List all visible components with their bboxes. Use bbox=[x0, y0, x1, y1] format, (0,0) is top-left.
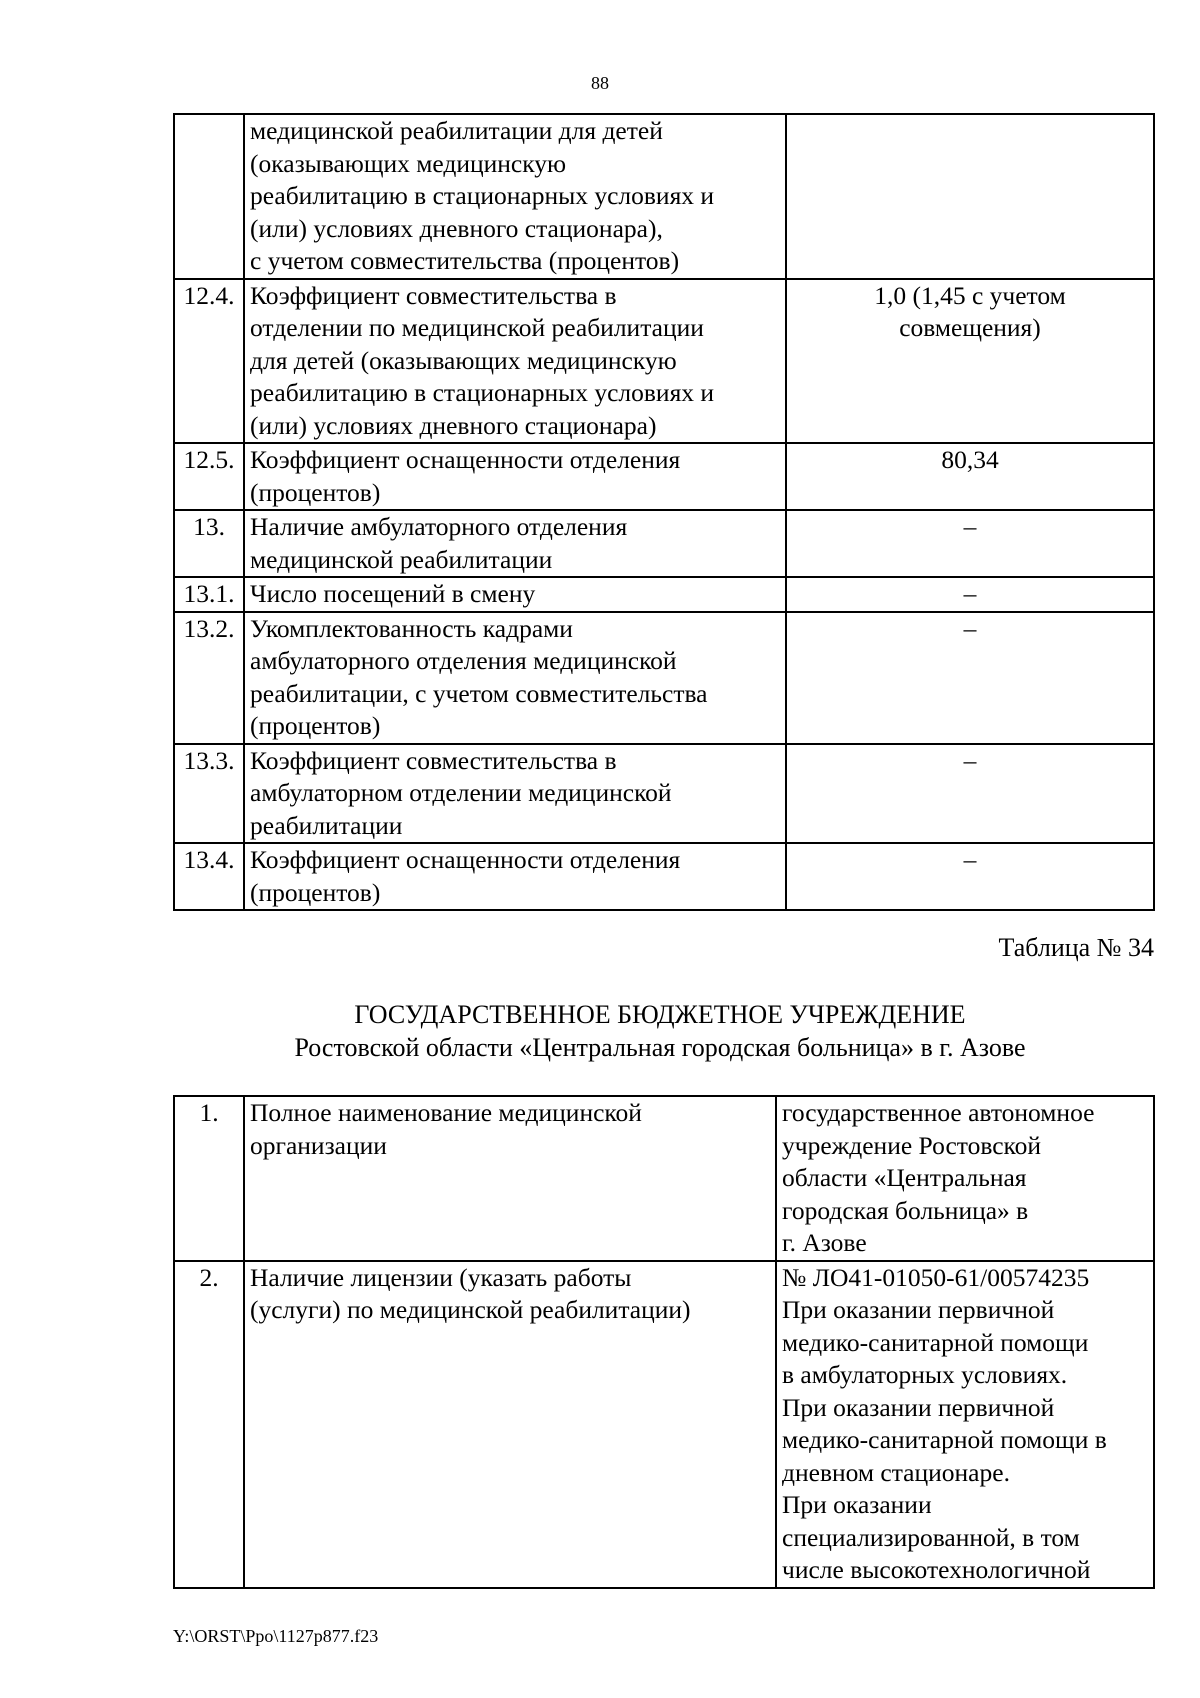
indicator-text-line: амбулаторного отделения медицинской bbox=[250, 646, 677, 675]
indicator-cell bbox=[244, 443, 786, 510]
indicator-cell bbox=[244, 1261, 776, 1588]
indicator-text-line: Укомплектованность кадрами bbox=[250, 613, 573, 643]
indicator-text-line: Коэффициент оснащенности отделения bbox=[250, 845, 681, 874]
indicator-text-line: (или) условиях дневного стационара), bbox=[250, 213, 663, 243]
indicator-text-line: реабилитацию в стационарных условиях и bbox=[250, 378, 715, 407]
indicator-cell bbox=[244, 1096, 776, 1261]
table-row bbox=[174, 1261, 1154, 1588]
indicator-cell bbox=[244, 577, 786, 612]
value-text-line: медико-санитарной помощи bbox=[782, 1327, 1089, 1357]
indicator-text-line: (услуги) по медицинской реабилитации) bbox=[250, 1295, 691, 1324]
table-row bbox=[174, 577, 1154, 612]
indicator-text-line: (процентов) bbox=[250, 877, 381, 907]
indicator-text-line: для детей (оказывающих медицинскую bbox=[250, 345, 677, 375]
table-row bbox=[174, 843, 1154, 910]
file-path-footer: Y:\ORST\Ppo\1127p877.f23 bbox=[173, 1626, 379, 1646]
row-number: 1. bbox=[174, 1096, 244, 1261]
indicator-text-line: Число посещений в смену bbox=[250, 579, 536, 608]
institution-title-line-1: ГОСУДАРСТВЕННОЕ БЮДЖЕТНОЕ УЧРЕЖДЕНИЕ bbox=[354, 1000, 966, 1029]
indicator-cell bbox=[244, 510, 786, 577]
indicator-text-line: Наличие лицензии (указать работы bbox=[250, 1262, 632, 1292]
indicator-text-line: медицинской реабилитации bbox=[250, 544, 553, 574]
value-cell bbox=[786, 443, 1154, 510]
row-number: 13.2. bbox=[174, 612, 244, 744]
table-row bbox=[174, 1096, 1154, 1261]
value-text-line: учреждение Ростовской bbox=[782, 1130, 1042, 1160]
table-row bbox=[174, 510, 1154, 577]
indicator-text-line: реабилитацию в стационарных условиях и bbox=[250, 181, 715, 210]
value-text-line: г. Азове bbox=[782, 1228, 867, 1257]
indicator-text-line: (или) условиях дневного стационара) bbox=[250, 410, 657, 440]
indicator-text-line: (оказывающих медицинскую bbox=[250, 148, 567, 178]
table-row bbox=[174, 279, 1154, 444]
value-text-line: дневном стационаре. bbox=[782, 1457, 1010, 1487]
indicator-text-line: Коэффициент совместительства в bbox=[250, 280, 617, 310]
row-number: 12.4. bbox=[174, 279, 244, 444]
indicator-text-line: организации bbox=[250, 1130, 387, 1160]
indicator-cell bbox=[244, 114, 786, 279]
indicator-cell bbox=[244, 612, 786, 744]
value-text-line: При оказании bbox=[782, 1490, 932, 1519]
indicator-text-line: Коэффициент оснащенности отделения bbox=[250, 445, 681, 474]
indicators-table-continued bbox=[173, 113, 1155, 911]
value-cell bbox=[786, 577, 1154, 612]
table-row bbox=[174, 612, 1154, 744]
value-text-line: в амбулаторных условиях. bbox=[782, 1360, 1068, 1389]
value-cell bbox=[786, 612, 1154, 744]
indicator-text-line: амбулаторном отделении медицинской bbox=[250, 778, 672, 807]
value-cell bbox=[786, 744, 1154, 844]
value-text-line: области «Центральная bbox=[782, 1163, 1027, 1192]
indicator-cell bbox=[244, 843, 786, 910]
indicator-text-line: медицинской реабилитации для детей bbox=[250, 116, 663, 145]
indicator-text-line: реабилитации, с учетом совместительства bbox=[250, 678, 708, 708]
institution-title-line-2: Ростовской области «Центральная городская больница» в г. Азове bbox=[294, 1033, 1026, 1062]
value-cell bbox=[776, 1096, 1154, 1261]
indicator-text-line: (процентов) bbox=[250, 477, 381, 507]
indicator-text-line: отделении по медицинской реабилитации bbox=[250, 313, 704, 342]
row-number bbox=[174, 114, 244, 279]
indicator-text-line: Коэффициент совместительства в bbox=[250, 745, 617, 775]
indicator-text-line: Полное наименование медицинской bbox=[250, 1098, 642, 1127]
value-text-line: – bbox=[963, 745, 977, 775]
value-text-line: 80,34 bbox=[941, 445, 999, 474]
value-cell bbox=[786, 114, 1154, 279]
institution-title bbox=[0, 998, 1200, 1064]
value-text-line: совмещения) bbox=[899, 313, 1041, 342]
institution-info-table bbox=[173, 1095, 1155, 1589]
value-text-line: – bbox=[963, 845, 977, 874]
row-number: 13.1. bbox=[174, 577, 244, 612]
value-cell bbox=[786, 279, 1154, 444]
row-number: 2. bbox=[174, 1261, 244, 1588]
value-text-line: городская больница» в bbox=[782, 1195, 1029, 1225]
indicator-text-line: реабилитации bbox=[250, 810, 403, 840]
indicator-text-line: Наличие амбулаторного отделения bbox=[250, 512, 628, 541]
value-text-line: – bbox=[963, 613, 977, 643]
value-cell bbox=[786, 843, 1154, 910]
row-number: 13. bbox=[174, 510, 244, 577]
value-text-line: числе высокотехнологичной bbox=[782, 1555, 1091, 1584]
value-text-line: специализированной, в том bbox=[782, 1522, 1080, 1552]
row-number: 12.5. bbox=[174, 443, 244, 510]
value-cell bbox=[786, 510, 1154, 577]
indicator-text-line: (процентов) bbox=[250, 711, 381, 740]
value-text-line: медико-санитарной помощи в bbox=[782, 1425, 1107, 1454]
indicator-cell bbox=[244, 744, 786, 844]
row-number: 13.3. bbox=[174, 744, 244, 844]
indicator-text-line: с учетом совместительства (процентов) bbox=[250, 246, 680, 275]
table-caption: Таблица № 34 bbox=[998, 933, 1154, 962]
value-text-line: – bbox=[963, 579, 977, 608]
indicator-cell bbox=[244, 279, 786, 444]
page-number: 88 bbox=[591, 73, 609, 93]
value-text-line: № ЛО41-01050-61/00574235 bbox=[782, 1262, 1090, 1292]
value-text-line: При оказании первичной bbox=[782, 1295, 1055, 1324]
table-row bbox=[174, 114, 1154, 279]
table-row bbox=[174, 443, 1154, 510]
value-text-line: государственное автономное bbox=[782, 1098, 1095, 1127]
value-text-line: 1,0 (1,45 с учетом bbox=[874, 280, 1066, 310]
table-row bbox=[174, 744, 1154, 844]
row-number: 13.4. bbox=[174, 843, 244, 910]
value-cell bbox=[776, 1261, 1154, 1588]
value-text-line: – bbox=[963, 512, 977, 541]
value-text-line: При оказании первичной bbox=[782, 1392, 1055, 1422]
